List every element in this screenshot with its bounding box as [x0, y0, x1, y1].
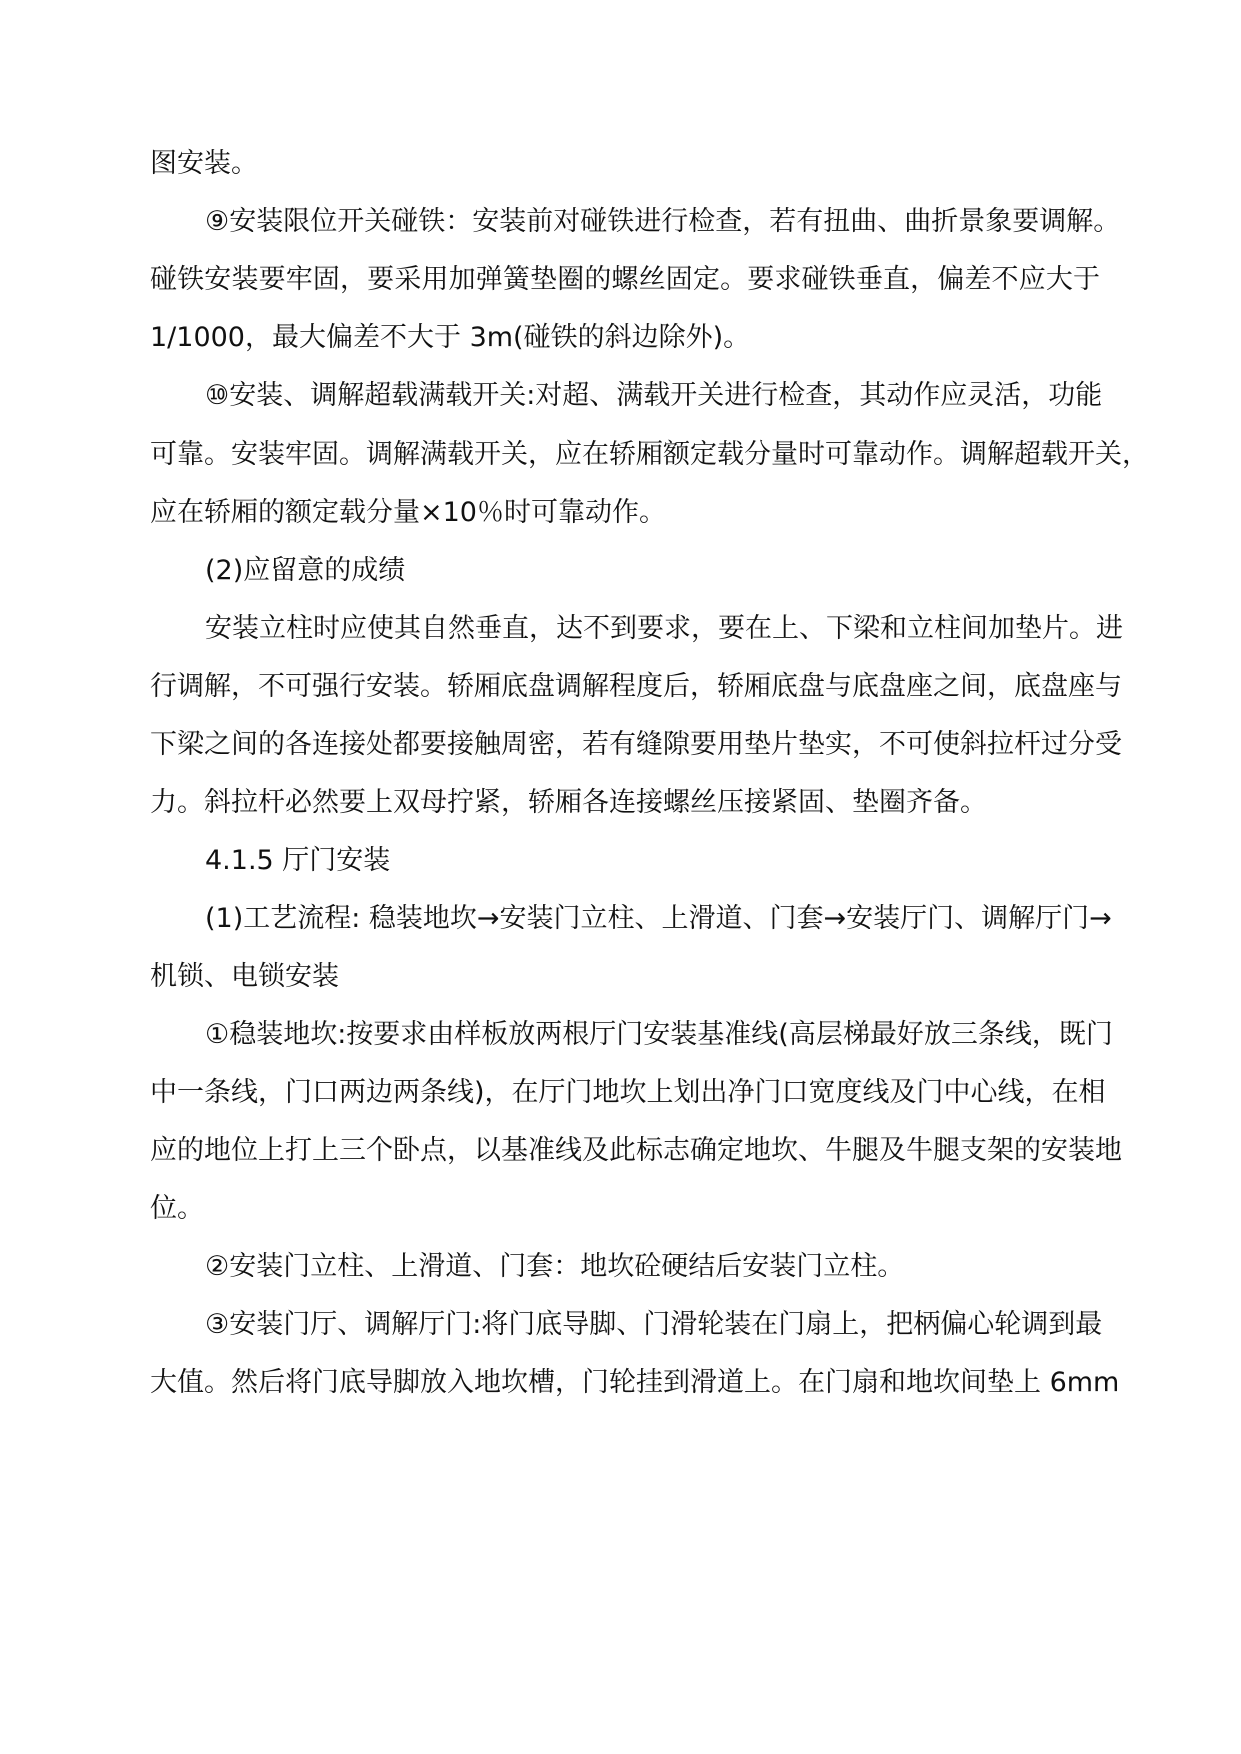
text-line: ②安装门立柱、上滑道、门套：地坎砼硬结后安装门立柱。	[205, 1251, 905, 1282]
text-line: 应的地位上打上三个卧点，以基准线及此标志确定地坎、牛腿及牛腿支架的安装地	[150, 1135, 1122, 1166]
text-line: 力。斜拉杆必然要上双母拧紧，轿厢各连接螺丝压接紧固、垫圈齐备。	[150, 787, 987, 818]
text-line: 应在轿厢的额定载分量×10％时可靠动作。	[150, 497, 666, 528]
text-line: 位。	[150, 1193, 204, 1224]
text-line: 机锁、电锁安装	[150, 961, 339, 992]
text-line: 中一条线，门口两边两条线)，在厅门地坎上划出净门口宽度线及门中心线，在相	[150, 1077, 1106, 1108]
text-line: ⑨安装限位开关碰铁：安装前对碰铁进行检查，若有扭曲、曲折景象要调解。	[205, 206, 1121, 237]
text-line: 下梁之间的各连接处都要接触周密，若有缝隙要用垫片垫实，不可使斜拉杆过分受	[150, 729, 1122, 760]
text-line: 图安装。	[150, 148, 258, 179]
text-line: 可靠。安装牢固。调解满载开关，应在轿厢额定载分量时可靠动作。调解超载开关，	[150, 439, 1149, 470]
text-line: ③安装门厅、调解厅门:将门底导脚、门滑轮装在门扇上，把柄偏心轮调到最	[205, 1309, 1103, 1340]
text-line: 1/1000，最大偏差不大于 3m(碰铁的斜边除外)。	[150, 322, 751, 353]
text-line: 大值。然后将门底导脚放入地坎槽，门轮挂到滑道上。在门扇和地坎间垫上 6mm	[150, 1367, 1120, 1398]
section-heading: (2)应留意的成绩	[205, 555, 406, 586]
text-line: 碰铁安装要牢固，要采用加弹簧垫圈的螺丝固定。要求碰铁垂直，偏差不应大于	[150, 264, 1100, 295]
text-line: 行调解，不可强行安装。轿厢底盘调解程度后，轿厢底盘与底盘座之间，底盘座与	[150, 671, 1122, 702]
text-line: ①稳装地坎:按要求由样板放两根厅门安装基准线(高层梯最好放三条线，既门	[205, 1019, 1113, 1050]
text-line: 安装立柱时应使其自然垂直，达不到要求，要在上、下梁和立柱间加垫片。进	[205, 613, 1123, 644]
text-line: (1)工艺流程: 稳装地坎→安装门立柱、上滑道、门套→安装厅门、调解厅门→	[205, 903, 1112, 934]
section-heading: 4.1.5 厅门安装	[205, 845, 391, 876]
text-line: ⑩安装、调解超载满载开关:对超、满载开关进行检查，其动作应灵活，功能	[205, 380, 1103, 411]
